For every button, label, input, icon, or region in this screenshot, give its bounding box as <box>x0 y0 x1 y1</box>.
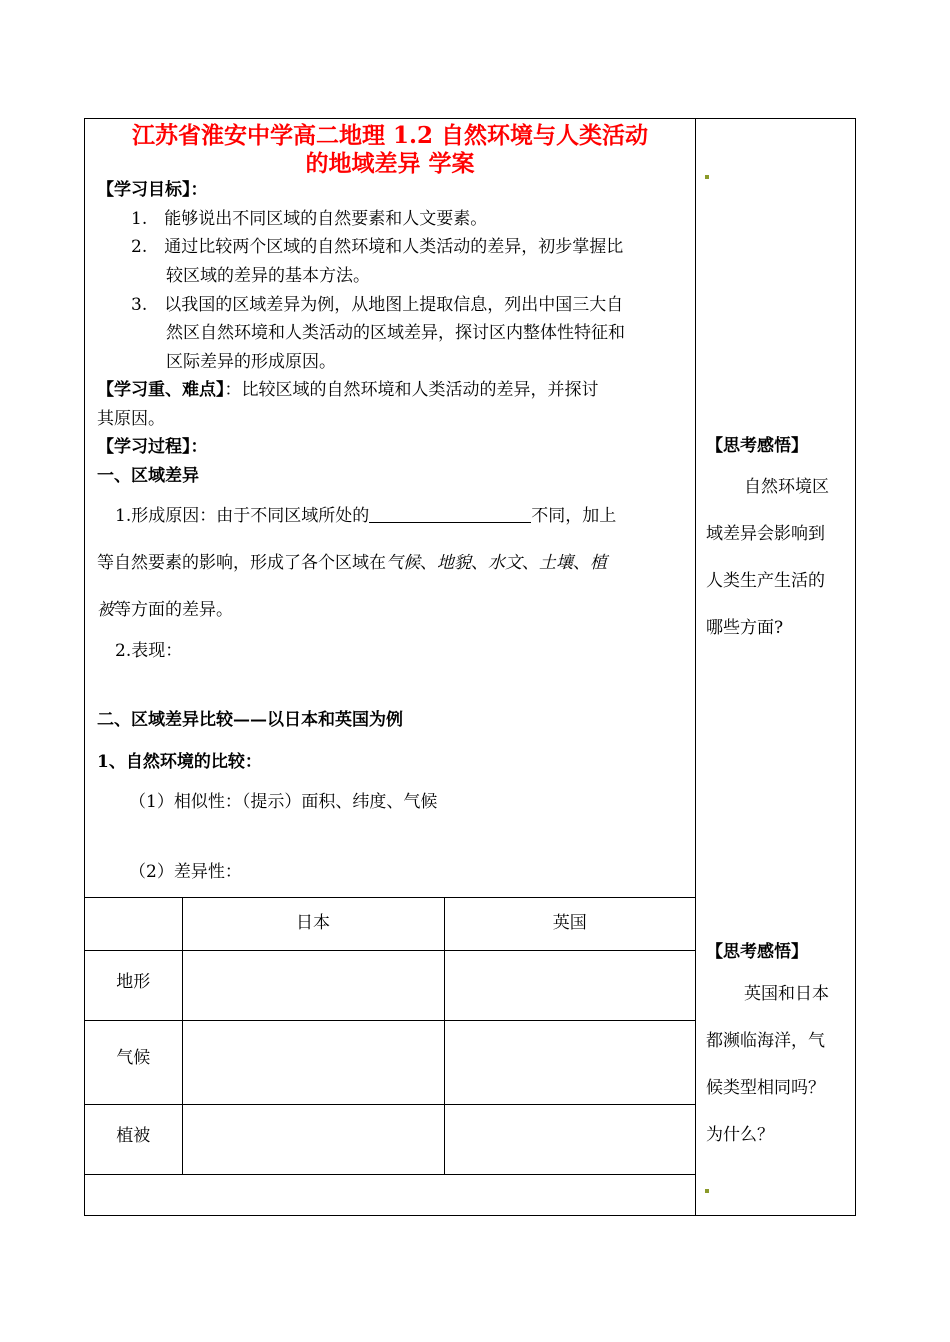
cause-line <box>115 503 616 529</box>
objective-2a: 2. 通过比较两个区域的自然环境和人类活动的差异，初步掌握比 <box>131 237 624 257</box>
note-2-heading: 【思考感悟】 <box>706 942 808 962</box>
cell-uk-landform[interactable] <box>444 951 695 1021</box>
table-corner <box>85 898 182 951</box>
column-divider <box>695 119 696 1215</box>
cause-prefix: 1.形成原因：由于不同区域所处的 <box>115 506 370 526</box>
cell-uk-climate[interactable] <box>444 1021 695 1105</box>
line2-prefix: 等自然要素的影响，形成了各个区域在 <box>97 553 386 573</box>
table-row <box>85 1105 695 1175</box>
natural-env-comparison: 1、自然环境的比较： <box>97 752 262 772</box>
table-row <box>85 951 695 1021</box>
sep-2: 、 <box>471 553 488 573</box>
note-1-line-4: 哪些方面? <box>706 618 784 638</box>
table-row <box>85 898 695 951</box>
difference: （2）差异性： <box>129 862 242 882</box>
cell-japan-climate[interactable] <box>182 1021 444 1105</box>
marker-dot <box>705 1189 709 1193</box>
note-2-line-4: 为什么？ <box>706 1125 774 1145</box>
table-row <box>85 1021 695 1105</box>
sep-4: 、 <box>573 553 590 573</box>
word-vegetation-1: 植 <box>590 553 607 573</box>
note-1-line-3: 人类生产生活的 <box>706 571 825 591</box>
note-2-line-3: 候类型相同吗？ <box>706 1078 825 1098</box>
word-vegetation-2: 被 <box>97 600 114 620</box>
section-2-heading: 二、区域差异比较——以日本和英国为例 <box>97 710 403 730</box>
cell-uk-vegetation[interactable] <box>444 1105 695 1175</box>
cause-line-2 <box>97 550 607 576</box>
note-1-line-2: 域差异会影响到 <box>706 524 825 544</box>
objective-1: 1. 能够说出不同区域的自然要素和人文要素。 <box>131 209 488 229</box>
comparison-table <box>85 897 695 1175</box>
row-label-vegetation: 植被 <box>85 1105 182 1175</box>
header-uk: 英国 <box>444 898 695 951</box>
key-points-text: ：比较区域的自然环境和人类活动的差异，并探讨 <box>224 380 599 400</box>
worksheet-frame <box>84 118 856 1216</box>
cell-japan-landform[interactable] <box>182 951 444 1021</box>
word-soil: 土壤 <box>539 553 573 573</box>
line3-suffix: 等方面的差异。 <box>114 600 233 620</box>
word-climate: 气候 <box>386 553 420 573</box>
objective-3c: 区际差异的形成原因。 <box>166 352 336 372</box>
word-landform: 地貌 <box>437 553 471 573</box>
performance: 2.表现： <box>115 641 183 661</box>
row-label-landform: 地形 <box>85 951 182 1021</box>
header-japan: 日本 <box>182 898 444 951</box>
cell-japan-vegetation[interactable] <box>182 1105 444 1175</box>
title-line-1: 江苏省淮安中学高二地理 1.2 自然环境与人类活动 <box>131 122 649 149</box>
sep-3: 、 <box>522 553 539 573</box>
objective-3a: 3. 以我国的区域差异为例，从地图上提取信息，列出中国三大自 <box>131 295 624 315</box>
process-heading: 【学习过程】： <box>97 437 208 457</box>
note-2-line-2: 都濒临海洋，气 <box>706 1031 825 1051</box>
cause-line-3 <box>97 597 233 623</box>
note-1-heading: 【思考感悟】 <box>706 436 808 456</box>
objectives-heading: 【学习目标】： <box>97 180 208 200</box>
objective-2b: 较区域的差异的基本方法。 <box>166 266 370 286</box>
note-1-line-1: 自然环境区 <box>744 477 829 497</box>
row-label-climate: 气候 <box>85 1021 182 1105</box>
title-line-2: 的地域差异 学案 <box>305 150 475 177</box>
sep-1: 、 <box>420 553 437 573</box>
similarity: （1）相似性：（提示）面积、纬度、气候 <box>129 792 438 812</box>
key-points <box>97 377 599 403</box>
key-points-text-2: 其原因。 <box>97 409 165 429</box>
cause-suffix: 不同，加上 <box>531 506 617 526</box>
objective-3b: 然区自然环境和人类活动的区域差异，探讨区内整体性特征和 <box>166 323 625 343</box>
key-points-label: 【学习重、难点】 <box>97 380 225 400</box>
section-1-heading: 一、区域差异 <box>97 466 199 486</box>
note-2-line-1: 英国和日本 <box>744 984 829 1004</box>
marker-dot <box>705 175 709 179</box>
word-hydrology: 水文 <box>488 553 522 573</box>
fill-blank[interactable] <box>369 506 531 523</box>
